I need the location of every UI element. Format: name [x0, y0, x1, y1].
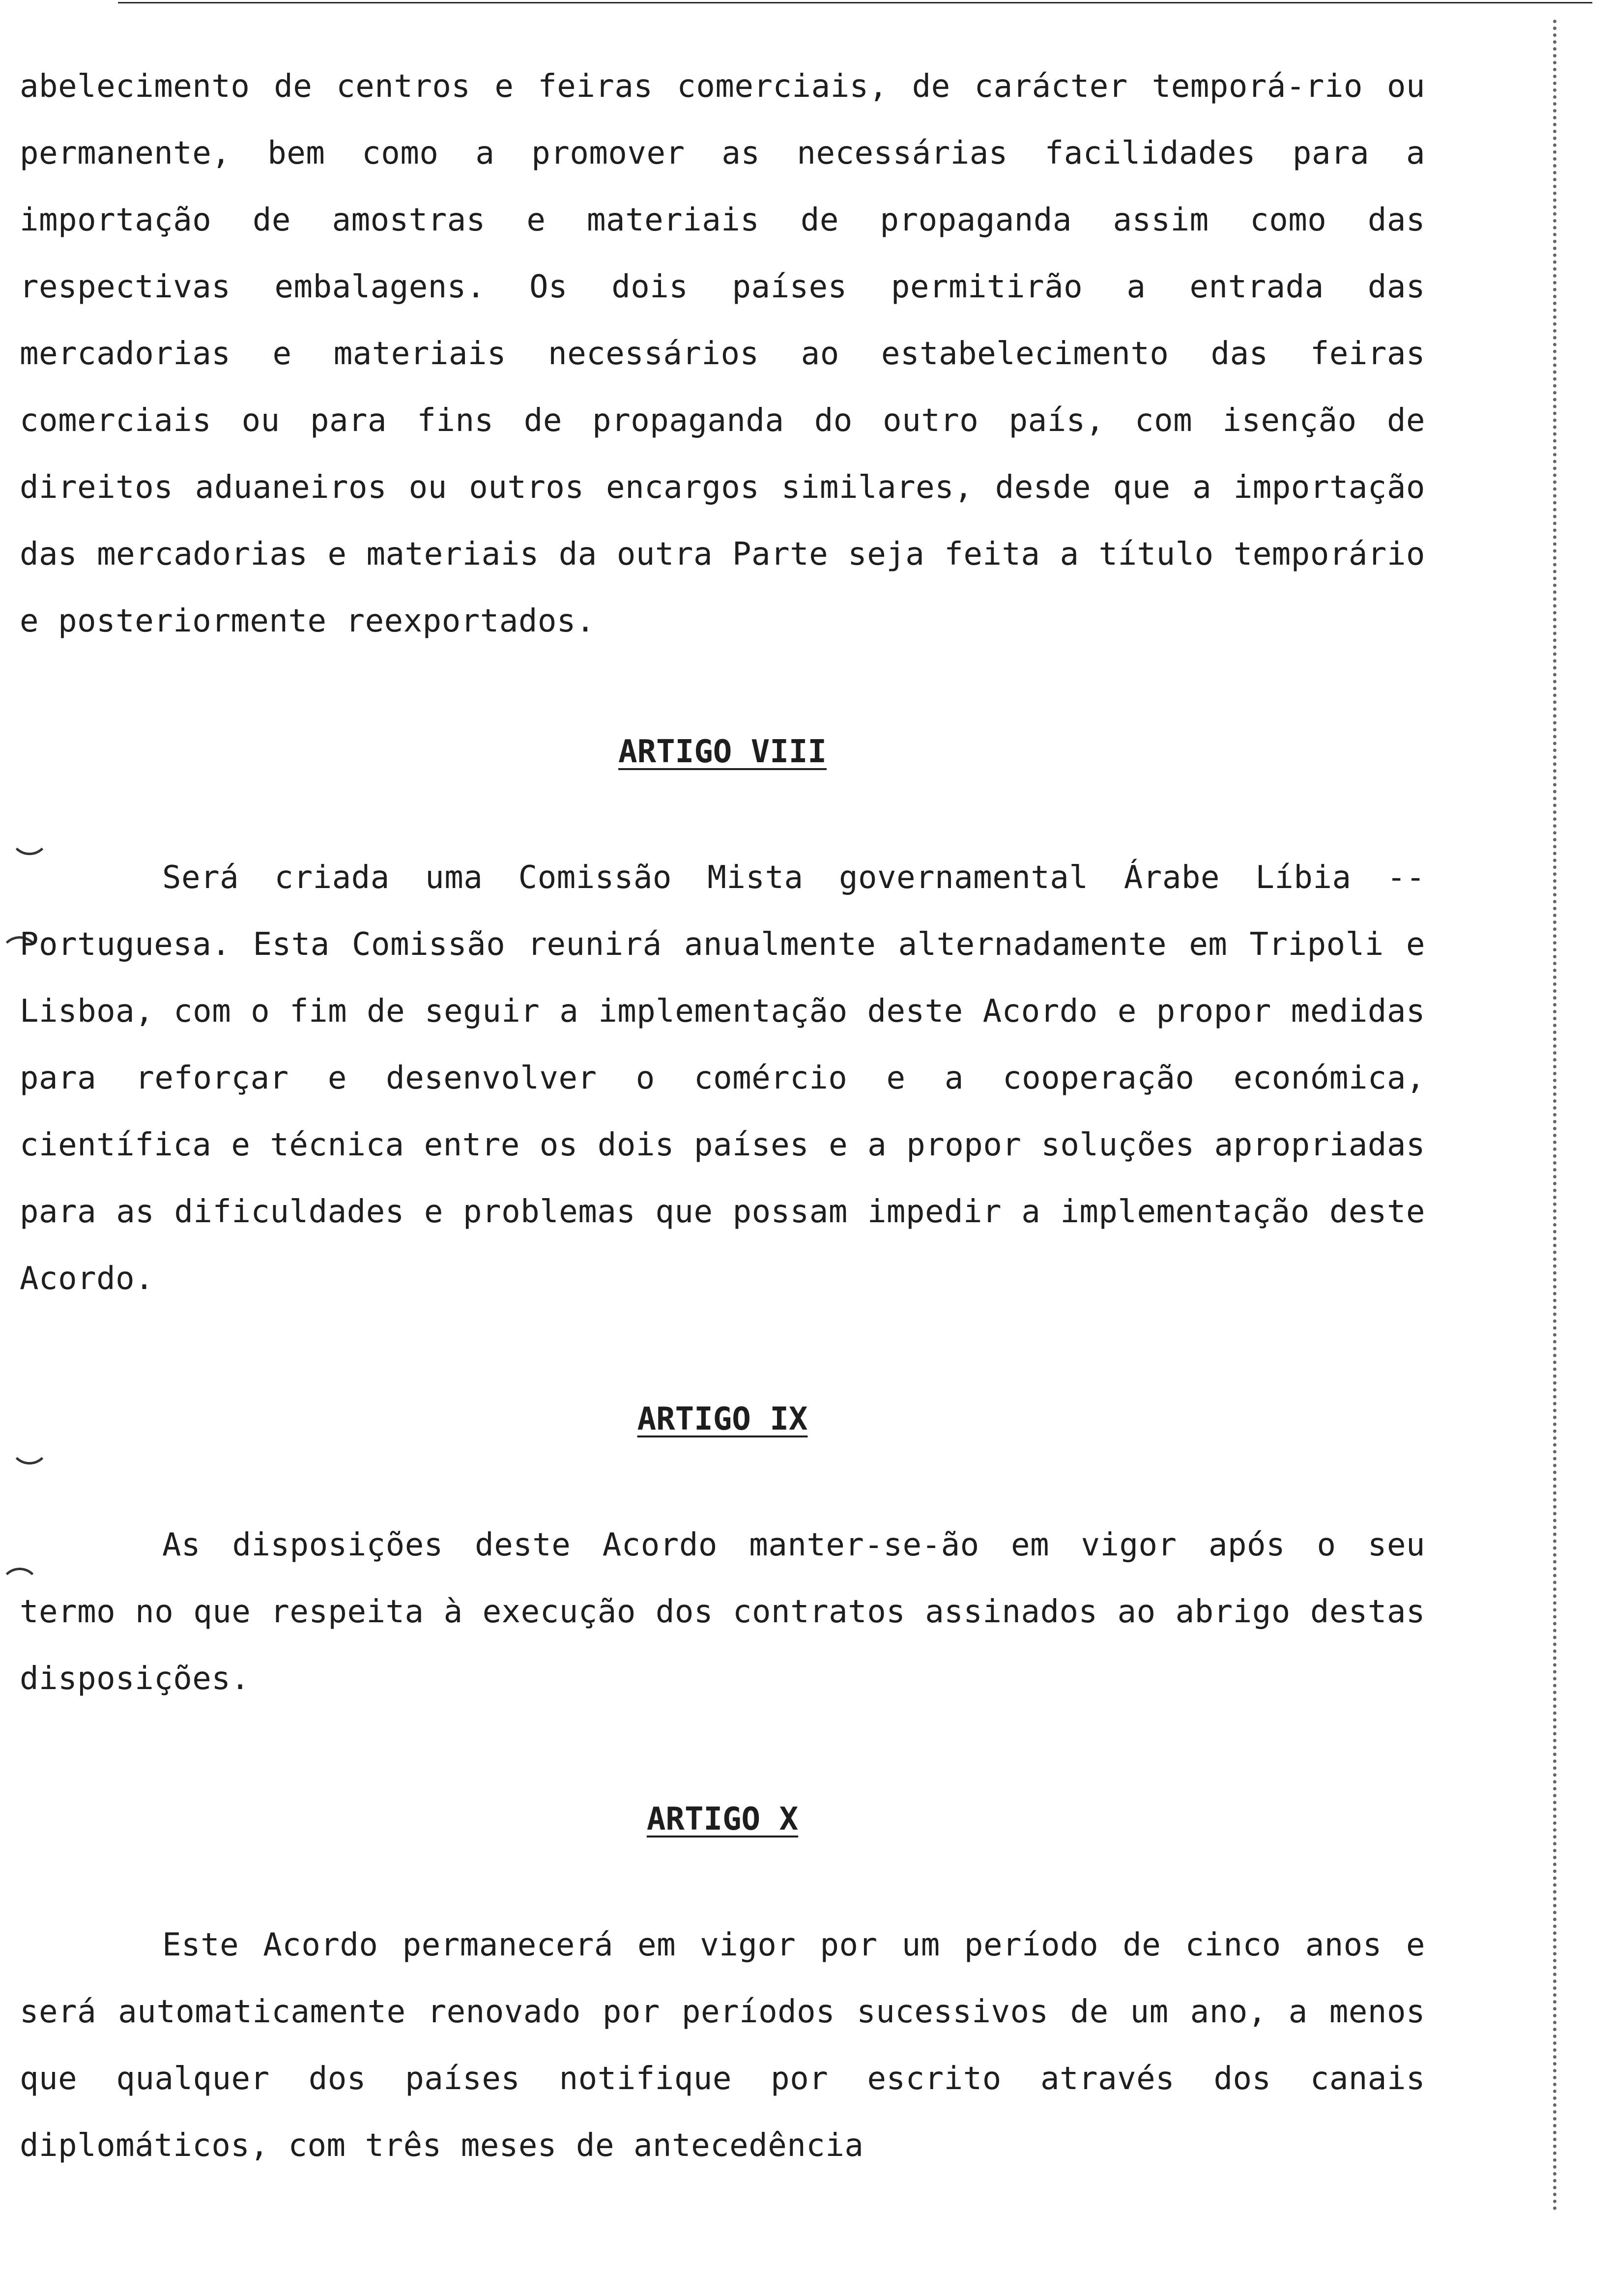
article-viii-paragraph: Será criada uma Comissão Mista governamental Árabe Líbia -- Portuguesa. Esta Comissão reunirá anualmente alternadamente em Tripoli e Lisboa, com o fim de seguir a implementação deste Acordo e propor medidas para reforçar e desenvolver o comércio e a cooperação económica, científica e técnica entre os dois países e a propor soluções apropriadas para as dificuldades e problemas que possam impedir a implementação deste Acordo.	[20, 860, 1425, 1297]
article-ix-paragraph: As disposições deste Acordo manter-se-ão em vigor após o seu termo no que respeita à execução dos contratos assinados ao abrigo destas disposições.	[20, 1527, 1425, 1697]
article-heading-x	[20, 1786, 1425, 1853]
document-page	[20, 53, 1425, 2179]
right-margin-line	[1553, 20, 1556, 2211]
article-heading-ix-label: ARTIGO IX	[637, 1401, 808, 1437]
article-x-paragraph: Este Acordo permanecerá em vigor por um período de cinco anos e será automaticamente renovado por períodos sucessivos de um ano, a menos que qualquer dos países notifique por escrito através dos canais diplomáticos, com três meses de antecedência	[20, 1927, 1425, 2164]
article-heading-viii-label: ARTIGO VIII	[618, 734, 827, 770]
article-heading-viii	[20, 718, 1425, 785]
continuation-paragraph: abelecimento de centros e feiras comerciais, de carácter temporá-rio ou permanente, bem como a promover as necessárias facilidades para a importação de amostras e materiais de propaganda assim como das respectivas embalagens. Os dois países permitirão a entrada das mercadorias e materiais necessários ao estabelecimento das feiras comerciais ou para fins de propaganda do outro país, com isenção de direitos aduaneiros ou outros encargos similares, desde que a importação das mercadorias e materiais da outra Parte seja feita a título temporário e posteriormente reexportados.	[20, 68, 1425, 639]
article-heading-x-label: ARTIGO X	[646, 1801, 799, 1837]
top-border-line	[118, 2, 1592, 3]
article-heading-ix	[20, 1386, 1425, 1453]
